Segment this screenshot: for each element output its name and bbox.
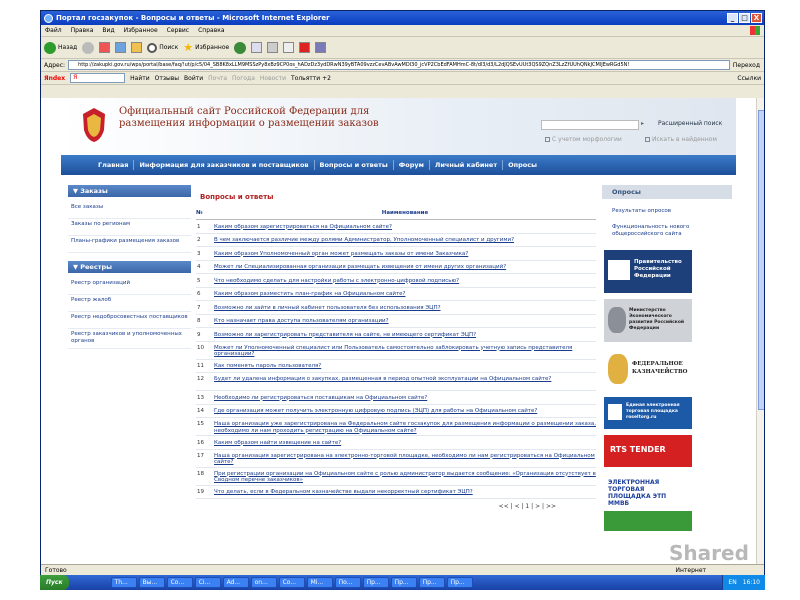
faq-number: 14	[197, 408, 204, 414]
research-icon[interactable]	[315, 42, 326, 53]
site-search-input[interactable]	[541, 120, 639, 130]
checkbox-icon	[545, 137, 550, 142]
back-button[interactable]: Назад	[44, 42, 77, 54]
maximize-button[interactable]: □	[739, 13, 750, 23]
page-viewport	[41, 98, 756, 564]
table-row	[196, 247, 596, 261]
logo-rts[interactable]: RTS TENDER	[604, 435, 692, 467]
nav-forum[interactable]: Форум	[394, 160, 430, 170]
orders-section-header[interactable]: ▼ Заказы	[68, 185, 191, 197]
faq-question-link[interactable]: Каким образом разместить план-график на Официальном сайте?	[214, 291, 406, 297]
polls-new-site-link[interactable]: Функциональность нового общероссийского сайта	[612, 224, 690, 237]
table-row	[196, 328, 596, 342]
faq-question-link[interactable]: Как поменять пароль пользователя?	[214, 363, 322, 369]
polls-results-link[interactable]: Результаты опросов	[612, 208, 671, 214]
taskbar-item[interactable]: Пр...	[363, 577, 389, 588]
table-row	[196, 373, 596, 391]
close-button[interactable]: X	[751, 13, 762, 23]
sidebar-item-customers[interactable]: Реестр заказчиков и уполномоченных органов	[68, 331, 191, 349]
yandex-find-button[interactable]: Найти	[130, 74, 150, 82]
faq-question-link[interactable]: Возможно ли зарегистрировать представителя на сайте, не имеющего сертификат ЭЦП?	[214, 331, 477, 338]
yandex-mail[interactable]: Почта	[208, 74, 228, 82]
faq-question-link[interactable]: Что делать, если в Федеральном казначействе выдали некорректный сертификат ЭЦП?	[214, 489, 473, 495]
faq-number: 18	[197, 470, 204, 477]
faq-question-link[interactable]: Может ли Уполномоченный специалист или Пользователь самостоятельно заблокировать учетную запись представителя организации?	[214, 344, 573, 357]
faq-number: 6	[197, 291, 201, 297]
menu-edit[interactable]: Правка	[70, 27, 94, 34]
menu-view[interactable]: Вид	[102, 27, 115, 34]
vertical-scrollbar[interactable]	[756, 98, 765, 564]
faq-question-link[interactable]: Где организация может получить электронную цифровую подпись (ЭЦП) для работы на Официальном сайте?	[214, 408, 538, 414]
table-row	[196, 418, 596, 436]
clock: 16:10	[742, 579, 760, 586]
sidebar-item-organizations[interactable]: Реестр организаций	[68, 280, 191, 295]
table-row	[196, 315, 596, 329]
watermark-text: Shared	[669, 541, 749, 565]
faq-question-link[interactable]: В чем заключается различие между ролями Администратор, Уполномоченный специалист и другими?	[214, 237, 515, 243]
sidebar-item-unfair-suppliers[interactable]: Реестр недобросовестных поставщиков	[68, 314, 191, 329]
table-row	[196, 450, 596, 468]
faq-question-link[interactable]: При регистрации организации на Официальном сайте с ролью администратор выдается сообщение: «Организация отсутствует в Сводном перечне заказчиков»	[214, 470, 596, 483]
nav-polls[interactable]: Опросы	[508, 161, 537, 169]
back-arrow-icon	[44, 42, 56, 54]
faq-question-link[interactable]: Каким образом найти извещение на сайте?	[214, 439, 342, 446]
right-sidebar	[602, 185, 732, 531]
faq-number: 1	[197, 223, 201, 230]
stop-icon[interactable]	[99, 42, 110, 53]
taskbar-item[interactable]: Th...	[111, 577, 137, 588]
table-row	[196, 220, 596, 234]
taskbar	[40, 575, 765, 590]
faq-number: 8	[197, 318, 201, 324]
faq-number: 4	[197, 264, 201, 270]
faq-question-link[interactable]: Необходимо ли регистрироваться поставщикам на Официальном сайте?	[214, 394, 428, 401]
pagination[interactable]: << | < | 1 | > | >>	[498, 503, 556, 510]
roseltorg-icon	[608, 404, 622, 420]
edit-icon[interactable]	[283, 42, 294, 53]
faq-number: 12	[197, 376, 204, 382]
faq-number: 3	[197, 250, 201, 257]
table-row	[196, 468, 596, 486]
yandex-logo: Яndex	[44, 74, 66, 82]
minimize-button[interactable]: _	[727, 13, 738, 23]
zone-text: Интернет	[675, 566, 706, 574]
taskbar-item[interactable]: Пр...	[419, 577, 445, 588]
yandex-login[interactable]: Войти	[184, 74, 204, 82]
print-icon[interactable]	[267, 42, 278, 53]
menu-tools[interactable]: Сервис	[166, 27, 190, 34]
site-header	[61, 98, 736, 155]
search-icon	[147, 43, 157, 53]
morphology-checkbox[interactable]: С учетом морфологии	[545, 136, 622, 143]
faq-list	[196, 220, 596, 499]
address-bar	[41, 59, 764, 72]
windows-flag-icon	[750, 26, 760, 35]
sidebar-item-orders-by-region[interactable]: Заказы по регионам	[68, 221, 191, 236]
address-input[interactable]: http://zakupki.gov.ru/wps/portal/base/faq/!ut/p/c5/04_SB8K8xLLM9MSSzPy8xBz9CP0os_hADzDz3ydDRwN39yBTA09vzzCevABvAwMDI30_jcVP2CbEdFAMHmC-8t/dl3/d3/L2dJQSEvUUt3QS9ZQnZ3LzZfUUhQNkJCMlJEwRGd5N!	[68, 60, 730, 70]
mail-icon[interactable]	[251, 42, 262, 53]
col-name-header: Наименование	[381, 210, 429, 216]
menu-file[interactable]: Файл	[45, 27, 62, 34]
faq-number: 11	[197, 363, 204, 369]
taskbar-item[interactable]: Co...	[279, 577, 305, 588]
polls-header: Опросы	[602, 185, 732, 199]
home-icon[interactable]	[131, 42, 142, 53]
search-go-icon[interactable]: ▸	[641, 120, 645, 127]
taskbar-item[interactable]: Со...	[167, 577, 193, 588]
favorites-button[interactable]: ★ Избранное	[183, 41, 230, 54]
logo-green[interactable]	[604, 511, 692, 531]
yandex-weather[interactable]: Погода	[232, 74, 255, 82]
logo-roseltorg[interactable]: Единая электронная торговая площадка roseltorg.ru	[604, 397, 692, 429]
coat-of-arms-icon	[79, 106, 109, 144]
logo-mmvb[interactable]: ЭЛЕКТРОННАЯ ТОРГОВАЯ ПЛОЩАДКА ЭТП ММВБ	[604, 473, 692, 505]
taskbar-item[interactable]: Вы...	[139, 577, 165, 588]
address-label: Адрес:	[44, 61, 66, 69]
table-row	[196, 301, 596, 315]
nav-cabinet[interactable]: Личный кабинет	[430, 160, 503, 170]
sidebar-item-complaints[interactable]: Реестр жалоб	[68, 297, 191, 312]
window-title: Портал госзакупок - Вопросы и ответы - Microsoft Internet Explorer	[56, 14, 330, 22]
nav-info[interactable]: Информация для заказчиков и поставщиков	[134, 160, 314, 170]
faq-question-link[interactable]: Наша организация зарегистрирована на электронно-торговой площадке, необходимо ли нам регистрироваться на Официальном сайте?	[214, 452, 595, 465]
faq-number: 9	[197, 331, 201, 338]
links-button[interactable]: Ссылки	[737, 74, 761, 82]
faq-number: 19	[197, 489, 204, 495]
table-row	[196, 288, 596, 302]
sidebar-item-all-orders[interactable]: Все заказы	[68, 204, 191, 219]
yandex-reviews[interactable]: Отзывы	[154, 74, 180, 82]
table-row	[196, 360, 596, 374]
messenger-icon[interactable]	[299, 42, 310, 53]
yandex-temp[interactable]: Тольятти +2	[290, 74, 331, 82]
main-content	[196, 185, 596, 510]
advanced-search-link[interactable]: Расширенный поиск	[658, 120, 723, 127]
faq-question-link[interactable]: Каким образом Уполномоченный орган может размещать заказы от имени Заказчика?	[214, 250, 469, 257]
history-icon[interactable]	[234, 42, 246, 54]
forward-arrow-icon[interactable]	[82, 42, 94, 54]
table-row	[196, 261, 596, 275]
faq-number: 16	[197, 439, 204, 446]
taskbar-item[interactable]: on...	[251, 577, 277, 588]
table-row	[196, 391, 596, 405]
standard-toolbar	[41, 37, 764, 59]
menu-favorites[interactable]: Избранное	[123, 27, 158, 34]
logo-treasury[interactable]: ФЕДЕРАЛЬНОЕ КАЗНАЧЕЙСТВО	[604, 348, 692, 391]
table-row	[196, 234, 596, 248]
faq-number: 2	[197, 237, 201, 243]
table-row	[196, 342, 596, 360]
faq-question-link[interactable]: Наша организация уже зарегистрирована на Федеральном сайте госзакупок для размещения информации о размещении заказа, необходимо ли нам проходить регистрацию на Официальном сайте?	[214, 421, 596, 434]
taskbar-item[interactable]: Сі...	[195, 577, 221, 588]
logo-government[interactable]: Правительство Российской Федерации	[604, 250, 692, 293]
browser-window	[40, 10, 765, 588]
faq-number: 7	[197, 304, 201, 311]
eagle-icon	[608, 354, 628, 384]
building-icon	[608, 260, 630, 280]
go-button[interactable]: Переход	[732, 61, 760, 69]
taskbar-item[interactable]: Mi...	[307, 577, 333, 588]
search-button[interactable]: Поиск	[147, 43, 178, 53]
star-icon: ★	[183, 41, 194, 54]
language-indicator[interactable]: EN	[728, 579, 737, 586]
refresh-icon[interactable]	[115, 42, 126, 53]
menu-help[interactable]: Справка	[198, 27, 225, 34]
yandex-news[interactable]: Новости	[259, 74, 286, 82]
logo-ministry[interactable]: Министерство Экономического развития Российской Федерации	[604, 299, 692, 342]
page-title: Вопросы и ответы	[200, 193, 274, 201]
task-list	[109, 577, 473, 588]
col-number-header: №	[196, 210, 203, 216]
left-sidebar	[68, 185, 191, 351]
table-row	[196, 486, 596, 500]
yandex-bar	[41, 72, 764, 85]
title-bar	[41, 11, 764, 25]
registries-section-header[interactable]: ▼ Реестры	[68, 261, 191, 273]
nav-home[interactable]: Главная	[93, 160, 134, 170]
eagle-icon	[608, 307, 626, 333]
search-in-results-checkbox[interactable]: Искать в найденном	[645, 136, 717, 143]
checkbox-icon	[645, 137, 650, 142]
taskbar-item[interactable]: По...	[335, 577, 361, 588]
faq-number: 13	[197, 394, 204, 401]
faq-number: 17	[197, 452, 204, 459]
system-tray	[722, 575, 765, 590]
faq-question-link[interactable]: Каким образом зарегистрироваться на Официальном сайте?	[214, 223, 392, 230]
status-bar	[41, 564, 765, 575]
faq-number: 15	[197, 421, 204, 427]
site-title: Официальный сайт Российской Федерации для размещения информации о размещении заказов	[119, 106, 379, 129]
sidebar-item-plan-schedules[interactable]: Планы-графики размещения заказов	[68, 238, 191, 253]
faq-number: 5	[197, 277, 201, 284]
table-row	[196, 436, 596, 450]
main-nav	[61, 155, 736, 175]
taskbar-item[interactable]: Пр...	[447, 577, 473, 588]
table-row	[196, 274, 596, 288]
yandex-search-input[interactable]: Я	[70, 73, 125, 83]
table-header	[196, 210, 596, 220]
faq-question-link[interactable]: Что необходимо сделать для настройки работы с электронно-цифровой подписью?	[214, 277, 460, 284]
ie-icon	[44, 14, 53, 23]
status-text: Готово	[45, 566, 67, 574]
faq-number: 10	[197, 344, 204, 351]
faq-question-link[interactable]: Возможно ли зайти в личный кабинет пользователя без использования ЭЦП?	[214, 304, 441, 311]
taskbar-item[interactable]: Пр...	[391, 577, 417, 588]
nav-faq[interactable]: Вопросы и ответы	[315, 160, 394, 170]
table-row	[196, 405, 596, 419]
faq-question-link[interactable]: Кто назначает права доступа пользователям организации?	[214, 318, 389, 324]
menu-bar	[41, 25, 764, 37]
taskbar-item[interactable]: Ad...	[223, 577, 249, 588]
start-button[interactable]: Пуск	[40, 575, 69, 590]
scroll-thumb[interactable]	[758, 110, 765, 410]
faq-question-link[interactable]: Будет ли удалена информация о закупках, размещенная в период опытной эксплуатации на Официальном сайте?	[214, 376, 552, 382]
faq-question-link[interactable]: Может ли Специализированная организация размещать извещения от имени других организаций?	[214, 264, 507, 270]
